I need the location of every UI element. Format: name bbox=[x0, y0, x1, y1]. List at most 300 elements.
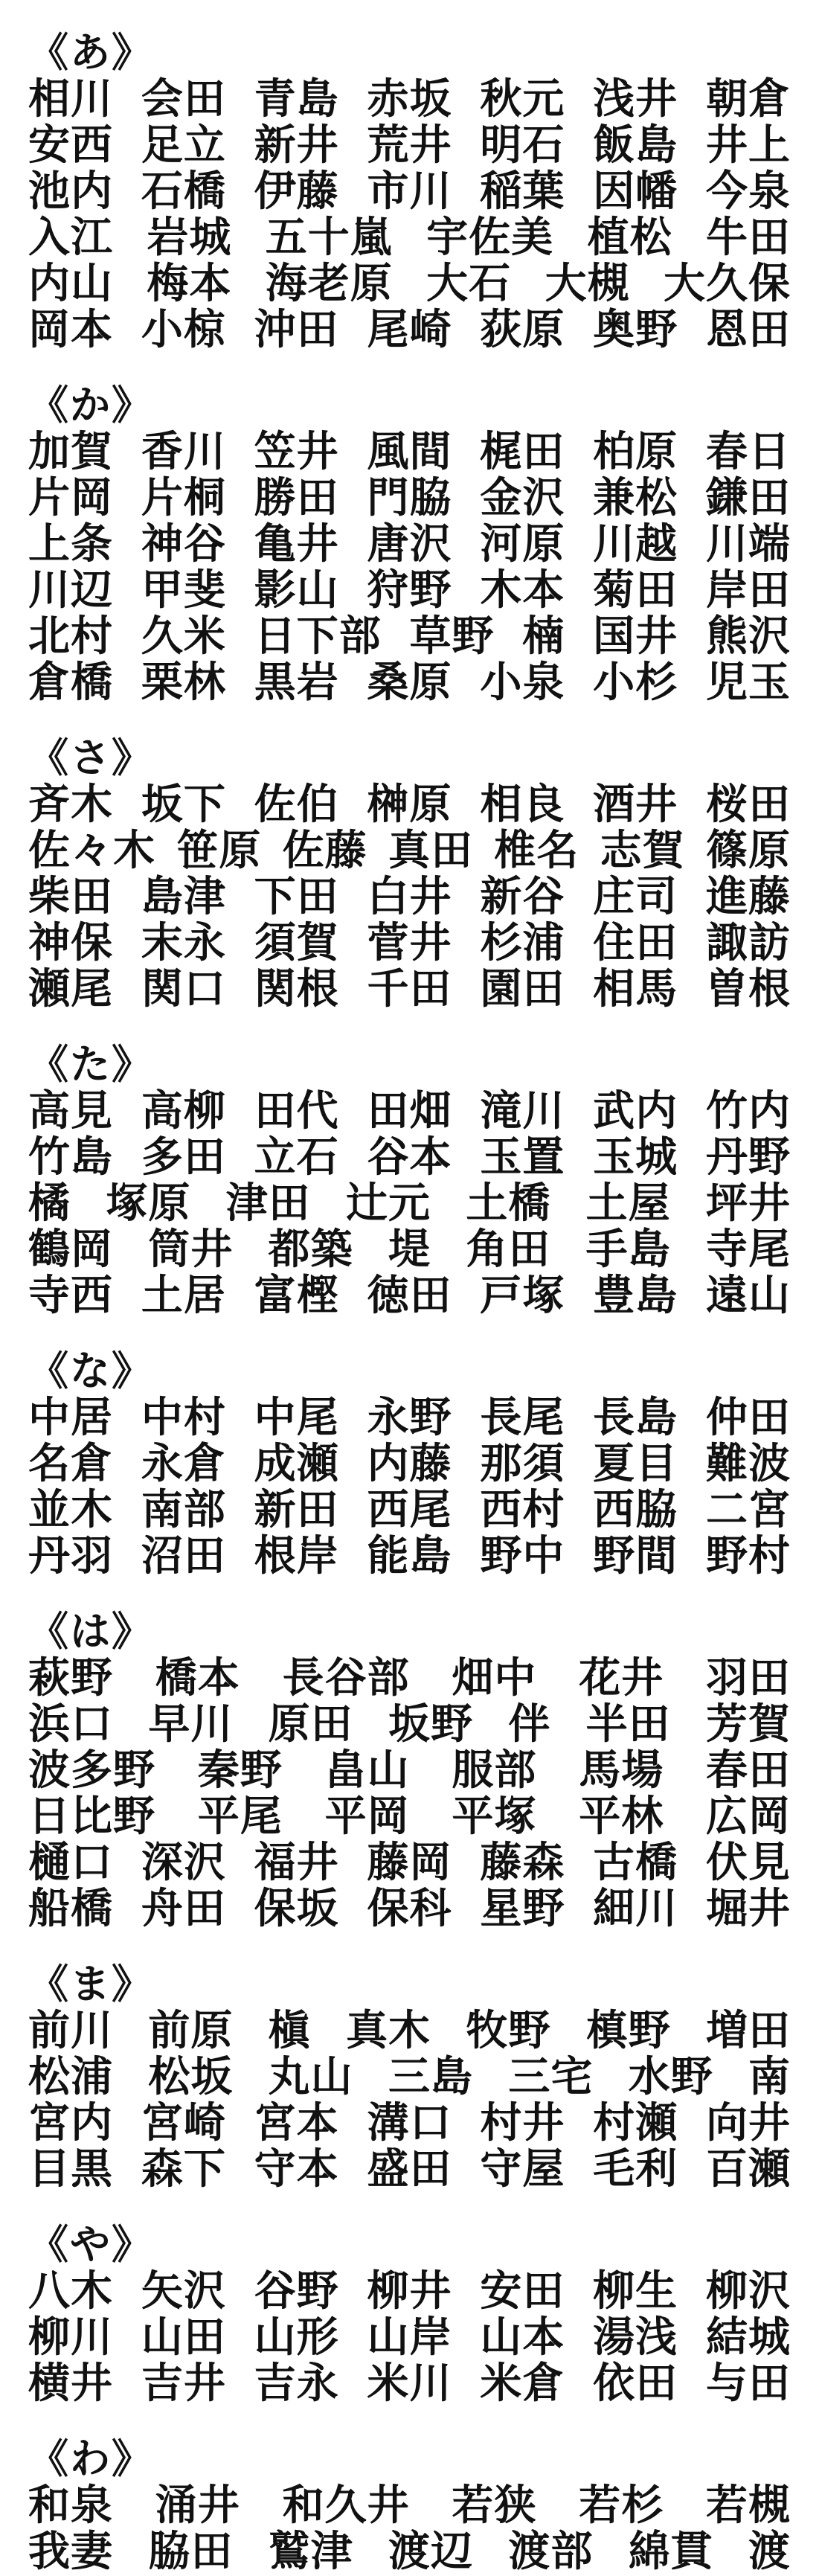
surname-entry: 宮本 bbox=[254, 2098, 339, 2147]
surname-entry: 海老原 bbox=[265, 259, 393, 308]
surname-entry: 久米 bbox=[141, 612, 226, 661]
surname-entry: 大槻 bbox=[545, 259, 630, 308]
surname-entry: 千田 bbox=[367, 964, 452, 1013]
surname-entry: 古橋 bbox=[593, 1838, 678, 1887]
surname-entry: 若槻 bbox=[705, 2481, 791, 2530]
surname-entry: 秋元 bbox=[480, 74, 565, 124]
surname-entry: 国井 bbox=[593, 612, 678, 661]
surname-entry: 因幡 bbox=[593, 167, 678, 216]
surname-entry: 槇 bbox=[268, 2006, 311, 2055]
surname-entry: 坂下 bbox=[141, 780, 226, 829]
surname-entry: 柳生 bbox=[593, 2266, 678, 2316]
surname-entry: 水野 bbox=[628, 2052, 713, 2101]
surname-entry: 谷野 bbox=[254, 2266, 339, 2316]
surname-entry: 鶴岡 bbox=[28, 1225, 113, 1274]
surname-entry: 今泉 bbox=[705, 167, 791, 216]
surname-entry: 南 bbox=[748, 2052, 791, 2101]
surname-entry: 谷本 bbox=[367, 1132, 452, 1182]
surname-entry: 細川 bbox=[593, 1884, 678, 1933]
surname-entry: 庄司 bbox=[593, 872, 678, 921]
surname-entry: 戸塚 bbox=[480, 1271, 565, 1320]
surname-entry: 能島 bbox=[367, 1531, 452, 1580]
surname-entry: 西尾 bbox=[367, 1485, 452, 1534]
surname-entry: 夏目 bbox=[593, 1439, 678, 1488]
surname-entry: 朝倉 bbox=[705, 74, 791, 124]
surname-entry: 柳川 bbox=[28, 2313, 113, 2362]
surname-entry: 住田 bbox=[593, 918, 678, 967]
surname-entry: 樋口 bbox=[28, 1838, 113, 1887]
surname-entry: 伊藤 bbox=[254, 167, 339, 216]
surname-entry: 春日 bbox=[705, 427, 791, 476]
surname-entry: 藤森 bbox=[480, 1838, 565, 1887]
name-row bbox=[28, 781, 791, 827]
surname-entry: 保坂 bbox=[254, 1884, 339, 1933]
surname-entry: 盛田 bbox=[367, 2144, 452, 2194]
surname-entry: 溝口 bbox=[367, 2098, 452, 2147]
surname-entry: 富樫 bbox=[254, 1271, 339, 1320]
surname-entry: 仲田 bbox=[705, 1393, 791, 1442]
surname-entry: 楠 bbox=[522, 612, 565, 661]
surname-entry: 大久保 bbox=[663, 259, 791, 308]
surname-entry: 島津 bbox=[141, 872, 226, 921]
surname-entry: 脇田 bbox=[148, 2527, 234, 2576]
surname-entry: 原田 bbox=[268, 1699, 353, 1749]
surname-entry: 武内 bbox=[593, 1086, 678, 1135]
surname-entry: 横井 bbox=[28, 2359, 113, 2408]
surname-entry: 根岸 bbox=[254, 1531, 339, 1580]
surname-entry: 八木 bbox=[28, 2266, 113, 2316]
surname-entry: 新井 bbox=[254, 121, 339, 170]
surname-entry: 榊原 bbox=[367, 780, 452, 829]
surname-entry: 小泉 bbox=[480, 658, 565, 707]
surname-entry: 川端 bbox=[705, 519, 791, 568]
surname-entry: 梅本 bbox=[147, 259, 232, 308]
surname-entry: 足立 bbox=[141, 121, 226, 170]
surname-entry: 山本 bbox=[480, 2313, 565, 2362]
kana-section bbox=[28, 734, 791, 1013]
surname-entry: 野間 bbox=[593, 1531, 678, 1580]
surname-entry: 難波 bbox=[705, 1439, 791, 1488]
surname-entry: 遠山 bbox=[705, 1271, 791, 1320]
surname-entry: 米倉 bbox=[480, 2359, 565, 2408]
surname-entry: 奥野 bbox=[593, 305, 678, 354]
surname-entry: 入江 bbox=[28, 213, 113, 262]
surname-entry: 市川 bbox=[367, 167, 452, 216]
name-row bbox=[28, 1701, 791, 1747]
surname-entry: 羽田 bbox=[705, 1653, 791, 1702]
surname-entry: 青島 bbox=[254, 74, 339, 124]
surname-entry: 湯浅 bbox=[593, 2313, 678, 2362]
surname-entry: 鎌田 bbox=[705, 473, 791, 522]
surname-entry: 安田 bbox=[480, 2266, 565, 2316]
kana-section bbox=[28, 2220, 791, 2408]
surname-entry: 那須 bbox=[480, 1439, 565, 1488]
surname-entry: 早川 bbox=[148, 1699, 234, 1749]
surname-entry: 若狭 bbox=[452, 2481, 537, 2530]
surname-entry: 山田 bbox=[141, 2313, 226, 2362]
surname-entry: 船橋 bbox=[28, 1884, 113, 1933]
name-row bbox=[28, 2482, 791, 2528]
surname-entry: 宮崎 bbox=[141, 2098, 226, 2147]
section-header: 《ま》 bbox=[28, 1960, 153, 2008]
surname-entry: 渡部 bbox=[508, 2527, 594, 2576]
surname-entry: 荻原 bbox=[480, 305, 565, 354]
surname-entry: 勝田 bbox=[254, 473, 339, 522]
name-row bbox=[28, 1655, 791, 1701]
surname-entry: 岡本 bbox=[28, 305, 113, 354]
surname-entry: 瀬尾 bbox=[28, 964, 113, 1013]
surname-entry: 服部 bbox=[452, 1746, 537, 1795]
surname-entry: 永倉 bbox=[141, 1439, 226, 1488]
surname-entry: 草野 bbox=[409, 612, 495, 661]
surname-entry: 寺西 bbox=[28, 1271, 113, 1320]
surname-entry: 馬場 bbox=[579, 1746, 664, 1795]
surname-entry: 与田 bbox=[705, 2359, 791, 2408]
surname-entry: 甲斐 bbox=[141, 565, 226, 615]
surname-entry: 内藤 bbox=[367, 1439, 452, 1488]
surname-entry: 荒井 bbox=[367, 121, 452, 170]
name-row bbox=[28, 307, 791, 353]
section-header: 《わ》 bbox=[28, 2435, 153, 2482]
surname-entry: 藤岡 bbox=[367, 1838, 452, 1887]
kana-section bbox=[28, 1347, 791, 1580]
kana-section bbox=[28, 1607, 791, 1933]
surname-entry: 日下部 bbox=[254, 612, 382, 661]
name-row bbox=[28, 2360, 791, 2406]
name-row bbox=[28, 1226, 791, 1272]
surname-entry: 竹内 bbox=[705, 1086, 791, 1135]
surname-entry: 佐藤 bbox=[282, 826, 367, 875]
surname-entry: 岸田 bbox=[705, 565, 791, 615]
surname-entry: 二宮 bbox=[705, 1485, 791, 1534]
surname-entry: 毛利 bbox=[593, 2144, 678, 2194]
surname-entry: 柳井 bbox=[367, 2266, 452, 2316]
surname-entry: 池内 bbox=[28, 167, 113, 216]
surname-entry: 金沢 bbox=[480, 473, 565, 522]
surname-entry: 関根 bbox=[254, 964, 339, 1013]
surname-entry: 松浦 bbox=[28, 2052, 113, 2101]
surname-entry: 米川 bbox=[367, 2359, 452, 2408]
surname-entry: 曽根 bbox=[705, 964, 791, 1013]
surname-entry: 中村 bbox=[141, 1393, 226, 1442]
surname-entry: 南部 bbox=[141, 1485, 226, 1534]
surname-entry: 名倉 bbox=[28, 1439, 113, 1488]
name-row bbox=[28, 827, 791, 874]
surname-entry: 梶田 bbox=[480, 427, 565, 476]
surname-entry: 和久井 bbox=[282, 2481, 410, 2530]
surname-entry: 柴田 bbox=[28, 872, 113, 921]
surname-entry: 笠井 bbox=[254, 427, 339, 476]
surname-entry: 手島 bbox=[585, 1225, 671, 1274]
name-row bbox=[28, 2268, 791, 2314]
surname-entry: 井上 bbox=[705, 121, 791, 170]
section-header: 《あ》 bbox=[28, 28, 153, 76]
surname-entry: 塚原 bbox=[106, 1179, 191, 1228]
name-row bbox=[28, 966, 791, 1012]
name-row bbox=[28, 1793, 791, 1839]
surname-entry: 守本 bbox=[254, 2144, 339, 2194]
surname-entry: 村瀬 bbox=[593, 2098, 678, 2147]
surname-entry: 桜田 bbox=[705, 780, 791, 829]
surname-entry: 杉浦 bbox=[480, 918, 565, 967]
surname-entry: 亀井 bbox=[254, 519, 339, 568]
surname-entry: 成瀬 bbox=[254, 1439, 339, 1488]
surname-entry: 坂野 bbox=[388, 1699, 473, 1749]
surname-entry: 芳賀 bbox=[705, 1699, 791, 1749]
surname-entry: 倉橋 bbox=[28, 658, 113, 707]
surname-entry: 立石 bbox=[254, 1132, 339, 1182]
surname-entry: 堤 bbox=[388, 1225, 431, 1274]
surname-entry: 土居 bbox=[141, 1271, 226, 1320]
section-header: 《か》 bbox=[28, 381, 153, 429]
name-row bbox=[28, 2008, 791, 2054]
surname-entry: 末永 bbox=[141, 918, 226, 967]
surname-entry: 川辺 bbox=[28, 565, 113, 615]
surname-entry: 西脇 bbox=[593, 1485, 678, 1534]
surname-entry: 志賀 bbox=[600, 826, 685, 875]
name-row bbox=[28, 1134, 791, 1180]
surname-entry: 橋本 bbox=[155, 1653, 240, 1702]
surname-entry: 西村 bbox=[480, 1485, 565, 1534]
surname-entry: 浜口 bbox=[28, 1699, 113, 1749]
surname-entry: 並木 bbox=[28, 1485, 113, 1534]
surname-entry: 森下 bbox=[141, 2144, 226, 2194]
name-row bbox=[28, 1394, 791, 1441]
surname-entry: 相馬 bbox=[593, 964, 678, 1013]
surname-entry: 沼田 bbox=[141, 1531, 226, 1580]
name-row bbox=[28, 567, 791, 613]
name-row bbox=[28, 1088, 791, 1134]
surname-entry: 畑中 bbox=[452, 1653, 537, 1702]
kana-section bbox=[28, 1040, 791, 1320]
surname-entry: 諏訪 bbox=[705, 918, 791, 967]
surname-entry: 影山 bbox=[254, 565, 339, 615]
kana-section bbox=[28, 381, 791, 707]
surname-entry: 川越 bbox=[593, 519, 678, 568]
surname-entry: 百瀬 bbox=[705, 2144, 791, 2194]
surname-entry: 須賀 bbox=[254, 918, 339, 967]
surname-entry: 笹原 bbox=[176, 826, 262, 875]
surname-entry: 長尾 bbox=[480, 1393, 565, 1442]
name-row bbox=[28, 1487, 791, 1533]
surname-entry: 片桐 bbox=[141, 473, 226, 522]
surname-entry: 斉木 bbox=[28, 780, 113, 829]
surname-entry: 相川 bbox=[28, 74, 113, 124]
surname-entry: 五十嵐 bbox=[265, 213, 393, 262]
surname-entry: 丹野 bbox=[705, 1132, 791, 1182]
surname-entry: 平塚 bbox=[452, 1792, 537, 1841]
surname-entry: 鷲津 bbox=[268, 2527, 353, 2576]
surname-entry: 長島 bbox=[593, 1393, 678, 1442]
surname-entry: 山形 bbox=[254, 2313, 339, 2362]
surname-entry: 波多野 bbox=[28, 1746, 155, 1795]
surname-entry: 寺尾 bbox=[705, 1225, 791, 1274]
surname-entry: 大石 bbox=[426, 259, 512, 308]
surname-entry: 徳田 bbox=[367, 1271, 452, 1320]
surname-entry: 渡 bbox=[748, 2527, 791, 2576]
surname-entry: 福井 bbox=[254, 1838, 339, 1887]
name-row bbox=[28, 920, 791, 966]
surname-entry: 永野 bbox=[367, 1393, 452, 1442]
surname-entry: 春田 bbox=[705, 1746, 791, 1795]
surname-entry: 菅井 bbox=[367, 918, 452, 967]
surname-entry: 佐々木 bbox=[28, 826, 155, 875]
surname-entry: 上条 bbox=[28, 519, 113, 568]
surname-entry: 加賀 bbox=[28, 427, 113, 476]
surname-entry: 長谷部 bbox=[282, 1653, 410, 1702]
surname-entry: 恩田 bbox=[705, 305, 791, 354]
surname-entry: 槙野 bbox=[585, 2006, 671, 2055]
surname-entry: 桑原 bbox=[367, 658, 452, 707]
surname-entry: 下田 bbox=[254, 872, 339, 921]
surname-entry: 浅井 bbox=[593, 74, 678, 124]
surname-entry: 植松 bbox=[587, 213, 672, 262]
surname-entry: 都築 bbox=[268, 1225, 353, 1274]
surname-entry: 秦野 bbox=[197, 1746, 283, 1795]
surname-entry: 白井 bbox=[367, 872, 452, 921]
surname-entry: 椎名 bbox=[494, 826, 579, 875]
name-row bbox=[28, 1885, 791, 1932]
surname-entry: 小杉 bbox=[593, 658, 678, 707]
surname-entry: 畠山 bbox=[324, 1746, 410, 1795]
surname-entry: 狩野 bbox=[367, 565, 452, 615]
surname-entry: 星野 bbox=[480, 1884, 565, 1933]
surname-entry: 真田 bbox=[388, 826, 473, 875]
surname-entry: 門脇 bbox=[367, 473, 452, 522]
section-header: 《た》 bbox=[28, 1040, 153, 1088]
kana-section bbox=[28, 28, 791, 354]
surname-entry: 舟田 bbox=[141, 1884, 226, 1933]
name-row bbox=[28, 521, 791, 567]
section-header: 《や》 bbox=[28, 2220, 153, 2268]
surname-entry: 新谷 bbox=[480, 872, 565, 921]
surname-entry: 土屋 bbox=[585, 1179, 671, 1228]
surname-entry: 前川 bbox=[28, 2006, 113, 2055]
surname-entry: 稲葉 bbox=[480, 167, 565, 216]
name-row bbox=[28, 76, 791, 122]
name-row bbox=[28, 874, 791, 920]
name-row bbox=[28, 659, 791, 705]
surname-entry: 石橋 bbox=[141, 167, 226, 216]
name-row bbox=[28, 1747, 791, 1793]
surname-entry: 半田 bbox=[585, 1699, 671, 1749]
surname-entry: 目黒 bbox=[28, 2144, 113, 2194]
name-row bbox=[28, 2528, 791, 2575]
name-row bbox=[28, 168, 791, 214]
surname-entry: 小椋 bbox=[141, 305, 226, 354]
surname-entry: 辻元 bbox=[345, 1179, 431, 1228]
surname-entry: 佐伯 bbox=[254, 780, 339, 829]
surname-entry: 吉井 bbox=[141, 2359, 226, 2408]
surname-entry: 安西 bbox=[28, 121, 113, 170]
surname-entry: 神谷 bbox=[141, 519, 226, 568]
name-row bbox=[28, 613, 791, 659]
surname-entry: 岩城 bbox=[147, 213, 232, 262]
kana-section bbox=[28, 2435, 791, 2576]
surname-entry: 新田 bbox=[254, 1485, 339, 1534]
surname-entry: 玉城 bbox=[593, 1132, 678, 1182]
surname-entry: 北村 bbox=[28, 612, 113, 661]
surname-entry: 赤坂 bbox=[367, 74, 452, 124]
name-row bbox=[28, 429, 791, 475]
surname-entry: 風間 bbox=[367, 427, 452, 476]
section-header: 《な》 bbox=[28, 1347, 153, 1394]
surname-entry: 花井 bbox=[579, 1653, 664, 1702]
surname-entry: 村井 bbox=[480, 2098, 565, 2147]
surname-entry: 多田 bbox=[141, 1132, 226, 1182]
surname-entry: 柳沢 bbox=[705, 2266, 791, 2316]
surname-entry: 木本 bbox=[480, 565, 565, 615]
surname-entry: 角田 bbox=[466, 1225, 551, 1274]
surname-entry: 香川 bbox=[141, 427, 226, 476]
surname-entry: 丸山 bbox=[268, 2052, 353, 2101]
surname-entry: 牧野 bbox=[466, 2006, 551, 2055]
surname-entry: 坪井 bbox=[705, 1179, 791, 1228]
surname-entry: 滝川 bbox=[480, 1086, 565, 1135]
section-header: 《さ》 bbox=[28, 734, 153, 781]
surname-entry: 玉置 bbox=[480, 1132, 565, 1182]
surname-entry: 伏見 bbox=[705, 1838, 791, 1887]
surname-entry: 堀井 bbox=[705, 1884, 791, 1933]
surname-entry: 野中 bbox=[480, 1531, 565, 1580]
name-row bbox=[28, 2054, 791, 2100]
surname-entry: 田代 bbox=[254, 1086, 339, 1135]
surname-entry: 園田 bbox=[480, 964, 565, 1013]
surname-entry: 竹島 bbox=[28, 1132, 113, 1182]
surname-entry: 牛田 bbox=[705, 213, 791, 262]
name-row bbox=[28, 1533, 791, 1579]
surname-entry: 和泉 bbox=[28, 2481, 113, 2530]
surname-entry: 宮内 bbox=[28, 2098, 113, 2147]
surname-entry: 相良 bbox=[480, 780, 565, 829]
surname-entry: 萩野 bbox=[28, 1653, 113, 1702]
surname-entry: 若杉 bbox=[579, 2481, 664, 2530]
surname-entry: 平尾 bbox=[197, 1792, 283, 1841]
surname-entry: 深沢 bbox=[141, 1838, 226, 1887]
surname-entry: 会田 bbox=[141, 74, 226, 124]
surname-entry: 筒井 bbox=[148, 1225, 234, 1274]
surname-entry: 増田 bbox=[705, 2006, 791, 2055]
surname-entry: 土橋 bbox=[466, 1179, 551, 1228]
surname-entry: 河原 bbox=[480, 519, 565, 568]
surname-entry: 真木 bbox=[345, 2006, 431, 2055]
surname-entry: 三島 bbox=[388, 2052, 473, 2101]
surname-entry: 高柳 bbox=[141, 1086, 226, 1135]
surname-entry: 田畑 bbox=[367, 1086, 452, 1135]
surname-entry: 吉永 bbox=[254, 2359, 339, 2408]
name-row bbox=[28, 2146, 791, 2192]
section-header: 《は》 bbox=[28, 1607, 153, 1655]
name-row bbox=[28, 2314, 791, 2360]
name-row bbox=[28, 260, 791, 307]
name-row bbox=[28, 1839, 791, 1885]
surname-entry: 高見 bbox=[28, 1086, 113, 1135]
surname-entry: 進藤 bbox=[705, 872, 791, 921]
surname-entry: 三宅 bbox=[508, 2052, 594, 2101]
surname-entry: 豊島 bbox=[593, 1271, 678, 1320]
surname-entry: 沖田 bbox=[254, 305, 339, 354]
surname-entry: 伴 bbox=[508, 1699, 551, 1749]
surname-entry: 黒岩 bbox=[254, 658, 339, 707]
surname-entry: 前原 bbox=[148, 2006, 234, 2055]
name-row bbox=[28, 1272, 791, 1319]
surname-entry: 守屋 bbox=[480, 2144, 565, 2194]
surname-entry: 唐沢 bbox=[367, 519, 452, 568]
surname-entry: 柏原 bbox=[593, 427, 678, 476]
name-row bbox=[28, 1441, 791, 1487]
surname-entry: 広岡 bbox=[705, 1792, 791, 1841]
surname-entry: 菊田 bbox=[593, 565, 678, 615]
